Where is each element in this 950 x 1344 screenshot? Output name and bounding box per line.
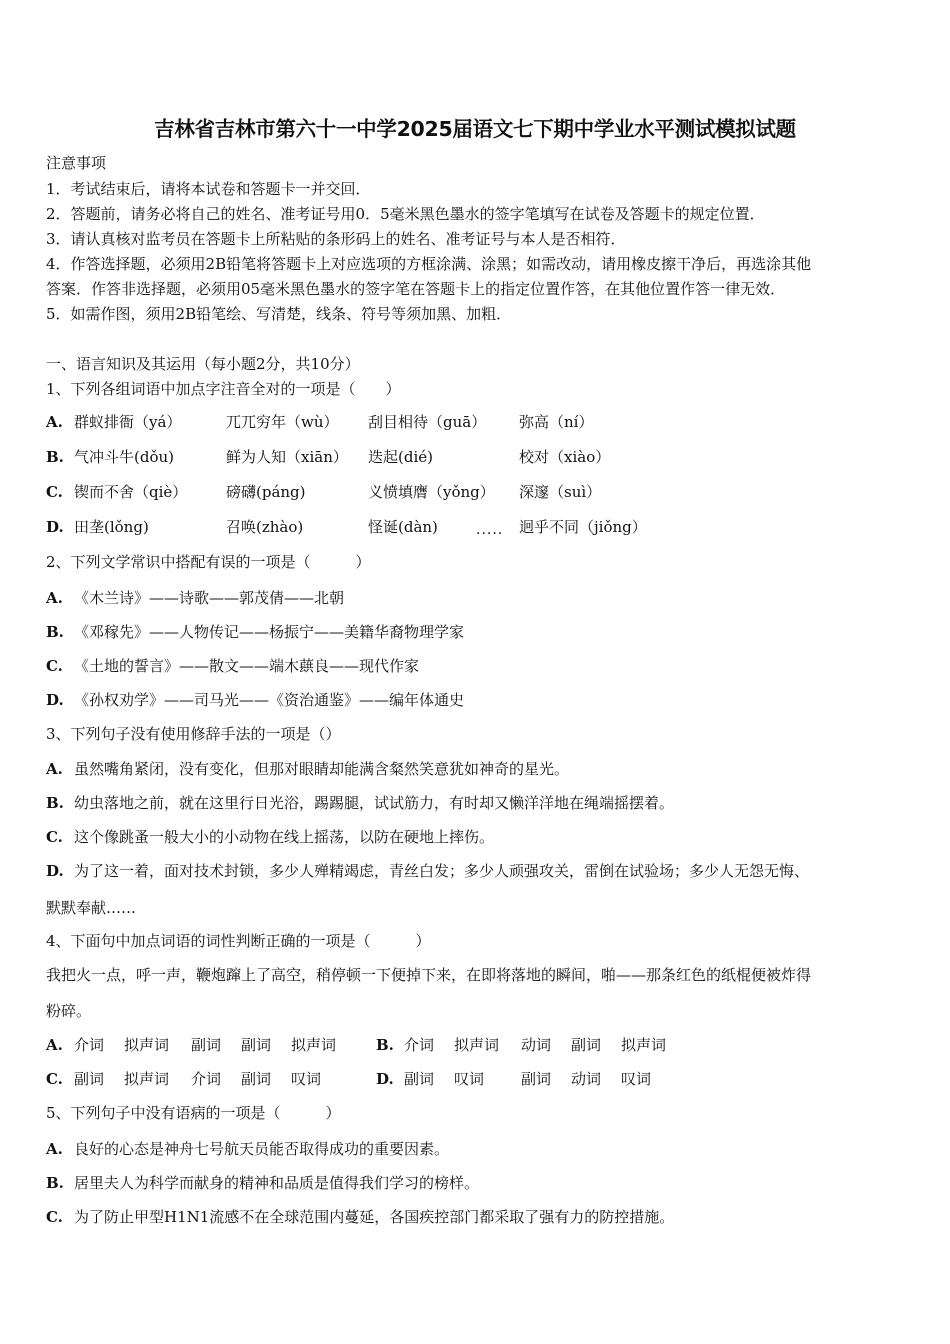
q4-option-d bbox=[376, 1068, 651, 1089]
q1-a-cell-2: 兀兀穷年（wù） bbox=[226, 413, 339, 431]
word: 动词 bbox=[521, 1036, 552, 1054]
option-text: 这个像跳蚤一般大小的小动物在线上摇荡，以防在硬地上摔伤。 bbox=[74, 828, 495, 846]
page-title: 吉林省吉林市第六十一中学2025届语文七下期中学业水平测试模拟试题 bbox=[154, 117, 796, 141]
word: 叹词 bbox=[621, 1070, 652, 1088]
notice-item: 2．答题前，请务必将自己的姓名、准考证号用0．5毫米黑色墨水的签字笔填写在试卷及答题卡的规定位置． bbox=[46, 205, 765, 223]
q1-a-cell-4: 弥高（ní） bbox=[519, 413, 594, 431]
notice-item: 4．作答选择题，必须用2B铅笔将答题卡上对应选项的方框涂满、涂黑；如需改动，请用橡皮擦干净后，再选涂其他 bbox=[46, 255, 812, 273]
word: 副词 bbox=[191, 1036, 222, 1054]
q1-option-label bbox=[46, 411, 181, 432]
word: 介词 bbox=[191, 1070, 222, 1088]
q1-d-cell-2: 召唤(zhào) bbox=[226, 518, 304, 536]
q1-b-cell-4: 校对（xiào） bbox=[519, 448, 611, 466]
q5-option bbox=[46, 1138, 449, 1159]
word: 副词 bbox=[571, 1036, 602, 1054]
word: 拟声词 bbox=[454, 1036, 500, 1054]
option-label: C. bbox=[46, 1070, 63, 1088]
q1-c-cell-3: 义愤填膺（yǒng） bbox=[368, 483, 495, 501]
word: 副词 bbox=[74, 1070, 105, 1088]
option-label: C. bbox=[46, 828, 63, 846]
q2-option bbox=[46, 655, 419, 676]
q1-option-label bbox=[46, 516, 149, 537]
option-label: D. bbox=[46, 691, 64, 709]
notice-item: 5．如需作图，须用2B铅笔绘、写清楚，线条、符号等须加黑、加粗． bbox=[46, 305, 512, 323]
q4-passage: 粉碎。 bbox=[46, 1002, 92, 1020]
q2-option bbox=[46, 587, 344, 608]
emphasis-dots: ..... bbox=[476, 522, 504, 538]
q3-continuation: 默默奉献…… bbox=[46, 899, 137, 917]
option-label: D. bbox=[46, 518, 64, 536]
notice-heading: 注意事项 bbox=[46, 154, 107, 172]
q5-option bbox=[46, 1172, 479, 1193]
q5-option bbox=[46, 1206, 674, 1227]
option-label: B. bbox=[376, 1036, 394, 1054]
q3-option bbox=[46, 826, 494, 847]
word: 介词 bbox=[74, 1036, 105, 1054]
q5-stem: 5、下列句子中没有语病的一项是（ ） bbox=[46, 1104, 341, 1122]
q4-option-a bbox=[46, 1034, 336, 1055]
word: 拟声词 bbox=[291, 1036, 337, 1054]
option-label: B. bbox=[46, 448, 64, 466]
option-label: A. bbox=[46, 760, 63, 778]
q1-c-cell-1: 锲而不舍（qiè） bbox=[74, 483, 188, 501]
q4-option-c bbox=[46, 1068, 321, 1089]
option-text: 《孙权劝学》——司马光——《资治通鉴》——编年体通史 bbox=[74, 691, 465, 709]
option-label: C. bbox=[46, 657, 63, 675]
option-label: B. bbox=[46, 794, 64, 812]
word: 副词 bbox=[521, 1070, 552, 1088]
notice-item: 答案．作答非选择题，必须用05毫米黑色墨水的签字笔在答题卡上的指定位置作答，在其他位置作答一律无效． bbox=[46, 280, 786, 298]
option-label: D. bbox=[46, 862, 64, 880]
option-label: B. bbox=[46, 623, 64, 641]
word: 拟声词 bbox=[124, 1070, 170, 1088]
option-label: C. bbox=[46, 1208, 63, 1226]
q3-option bbox=[46, 792, 674, 813]
q2-option bbox=[46, 621, 464, 642]
word: 叹词 bbox=[291, 1070, 322, 1088]
option-text: 《邓稼先》——人物传记——杨振宁——美籍华裔物理学家 bbox=[74, 623, 465, 641]
q1-stem: 1、下列各组词语中加点字注音全对的一项是（ ） bbox=[46, 380, 401, 398]
q1-a-cell-1: 群蚁排衙（yá） bbox=[74, 413, 182, 431]
word: 副词 bbox=[241, 1070, 272, 1088]
option-label: B. bbox=[46, 1174, 64, 1192]
q1-b-cell-1: 气冲斗牛(dǒu) bbox=[74, 448, 174, 466]
word: 副词 bbox=[241, 1036, 272, 1054]
q1-option-label bbox=[46, 481, 187, 502]
q4-option-b bbox=[376, 1034, 666, 1055]
option-text: 幼虫落地之前，就在这里行日光浴，踢踢腿，试试筋力，有时却又懒洋洋地在绳端摇摆着。 bbox=[74, 794, 675, 812]
word: 叹词 bbox=[454, 1070, 485, 1088]
section-heading: 一、语言知识及其运用（每小题2分，共10分） bbox=[46, 355, 360, 373]
q1-c-cell-4: 深邃（suì） bbox=[519, 483, 602, 501]
q1-b-cell-3: 迭起(dié) bbox=[368, 448, 433, 466]
q2-stem: 2、下列文学常识中搭配有误的一项是（ ） bbox=[46, 553, 371, 571]
option-text: 为了防止甲型H1N1流感不在全球范围内蔓延，各国疾控部门都采取了强有力的防控措施。 bbox=[74, 1208, 675, 1226]
option-label: A. bbox=[46, 413, 63, 431]
option-label: D. bbox=[376, 1070, 394, 1088]
option-text: 良好的心态是神舟七号航天员能否取得成功的重要因素。 bbox=[74, 1140, 450, 1158]
q1-d-cell-3: 怪诞(dàn) bbox=[368, 518, 438, 536]
option-label: C. bbox=[46, 483, 63, 501]
q3-option bbox=[46, 758, 569, 779]
q1-d-cell-4: 迥乎不同（jiǒng） bbox=[519, 518, 647, 536]
option-text: 《土地的誓言》——散文——端木蕻良——现代作家 bbox=[74, 657, 420, 675]
word: 动词 bbox=[571, 1070, 602, 1088]
notice-item: 1．考试结束后，请将本试卷和答题卡一并交回． bbox=[46, 180, 371, 198]
q4-passage: 我把火一点，呼一声，鞭炮蹿上了高空，稍停顿一下便掉下来，在即将落地的瞬间，啪——那条红色的纸棍便被炸得 bbox=[46, 966, 812, 984]
word: 拟声词 bbox=[621, 1036, 667, 1054]
q4-stem: 4、下面句中加点词语的词性判断正确的一项是（ ） bbox=[46, 932, 431, 950]
option-text: 虽然嘴角紧闭，没有变化，但那对眼睛却能满含粲然笑意犹如神奇的星光。 bbox=[74, 760, 570, 778]
notice-item: 3．请认真核对监考员在答题卡上所粘贴的条形码上的姓名、准考证号与本人是否相符． bbox=[46, 230, 626, 248]
word: 拟声词 bbox=[124, 1036, 170, 1054]
q1-b-cell-2: 鲜为人知（xiān） bbox=[226, 448, 348, 466]
q3-stem: 3、下列句子没有使用修辞手法的一项是（） bbox=[46, 725, 341, 743]
q2-option bbox=[46, 689, 464, 710]
q1-option-label bbox=[46, 446, 174, 467]
word: 副词 bbox=[404, 1070, 435, 1088]
q1-a-cell-3: 刮目相待（guā） bbox=[368, 413, 487, 431]
option-text: 居里夫人为科学而献身的精神和品质是值得我们学习的榜样。 bbox=[74, 1174, 480, 1192]
option-label: A. bbox=[46, 1140, 63, 1158]
word: 介词 bbox=[404, 1036, 435, 1054]
q1-d-cell-1: 田垄(lǒng) bbox=[74, 518, 149, 536]
option-label: A. bbox=[46, 1036, 63, 1054]
q3-option bbox=[46, 860, 809, 881]
option-text: 《木兰诗》——诗歌——郭茂倩——北朝 bbox=[74, 589, 345, 607]
q1-c-cell-2: 磅礴(páng) bbox=[226, 483, 306, 501]
option-label: A. bbox=[46, 589, 63, 607]
option-text: 为了这一着，面对技术封锁，多少人殚精竭虑，青丝白发；多少人顽强攻关，雷倒在试验场；多少人无怨无悔、 bbox=[74, 862, 810, 880]
